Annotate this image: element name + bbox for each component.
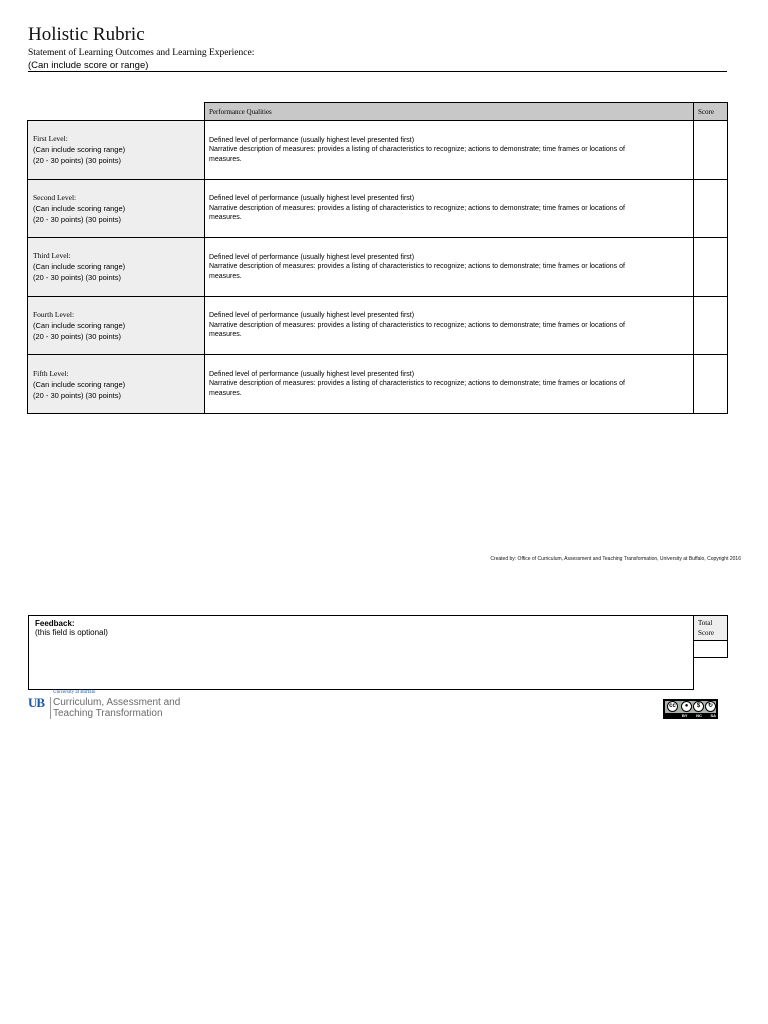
university-name: University at Buffalo (53, 690, 96, 695)
level-name: First Level: (33, 134, 68, 144)
performance-narrative: Narrative description of measures: provides a listing of characteristics to recognize; actions to demonstrate; time frames or locations of (209, 321, 625, 329)
creative-commons-icon: cc (667, 701, 678, 712)
license-sa-label: SA (710, 713, 716, 718)
performance-narrative: Narrative description of measures: provides a listing of characteristics to recognize; actions to demonstrate; time frames or locations of (209, 263, 625, 271)
header-divider (28, 71, 727, 72)
total-score-label (694, 616, 727, 641)
level-name: Fifth Level: (33, 368, 69, 378)
level-name: Fourth Level: (33, 310, 75, 320)
level-range-note: (Can include scoring range) (33, 379, 126, 389)
ub-catt-logo (28, 690, 228, 720)
feedback-label: Feedback: (35, 619, 75, 628)
performance-definition: Defined level of performance (usually highest level presented first) (209, 370, 415, 378)
performance-description-cell[interactable] (205, 238, 694, 297)
score-input-cell[interactable] (694, 238, 728, 297)
level-range-note: (Can include scoring range) (33, 321, 126, 331)
score-header: Score (694, 103, 728, 121)
level-points: (20 - 30 points) (30 points) (33, 156, 121, 166)
level-cell (28, 121, 205, 180)
rubric-table (27, 102, 728, 414)
performance-description-cell[interactable] (205, 355, 694, 414)
learning-outcomes-statement: Statement of Learning Outcomes and Learning Experience: (28, 48, 255, 58)
statement-note: (Can include score or range) (28, 60, 149, 71)
rubric-row-first-level (28, 121, 728, 180)
performance-description-cell[interactable] (205, 296, 694, 355)
blank-header-cell (28, 103, 205, 121)
department-name-line1: Curriculum, Assessment and (53, 697, 181, 708)
performance-narrative: Narrative description of measures: provides a listing of characteristics to recognize; actions to demonstrate; time frames or locations of (209, 380, 625, 388)
performance-definition: Defined level of performance (usually highest level presented first) (209, 195, 415, 203)
performance-narrative-end: measures. (209, 155, 242, 163)
feedback-optional-note: (this field is optional) (35, 628, 108, 637)
rubric-row-third-level (28, 238, 728, 297)
score-input-cell[interactable] (694, 121, 728, 180)
level-points: (20 - 30 points) (30 points) (33, 390, 121, 400)
rubric-row-second-level (28, 179, 728, 238)
performance-narrative-end: measures. (209, 331, 242, 339)
level-cell (28, 355, 205, 414)
logo-separator (50, 697, 51, 719)
rubric-row-fifth-level (28, 355, 728, 414)
rubric-row-fourth-level (28, 296, 728, 355)
performance-narrative: Narrative description of measures: provides a listing of characteristics to recognize; actions to demonstrate; time frames or locations of (209, 204, 625, 212)
level-name: Second Level: (33, 192, 77, 202)
level-cell (28, 238, 205, 297)
feedback-field[interactable] (28, 615, 694, 690)
performance-narrative-end: measures. (209, 389, 242, 397)
license-nc-label: NC (696, 713, 702, 718)
level-points: (20 - 30 points) (30 points) (33, 214, 121, 224)
page-title: Holistic Rubric (28, 24, 145, 45)
total-label-line2: Score (698, 629, 714, 637)
performance-qualities-header: Performance Qualities (205, 103, 694, 121)
performance-description-cell[interactable] (205, 121, 694, 180)
department-name-line2: Teaching Transformation (53, 708, 163, 719)
performance-definition: Defined level of performance (usually highest level presented first) (209, 253, 415, 261)
performance-definition: Defined level of performance (usually highest level presented first) (209, 136, 415, 144)
level-range-note: (Can include scoring range) (33, 145, 126, 155)
total-score-input[interactable] (694, 641, 727, 657)
level-range-note: (Can include scoring range) (33, 262, 126, 272)
total-label-line1: Total (698, 619, 713, 627)
copyright-credit: Created by: Office of Curriculum, Assessment and Teaching Transformation, University at Buffalo, Copyright 2016 (490, 556, 741, 562)
level-points: (20 - 30 points) (30 points) (33, 332, 121, 342)
rubric-header-row (28, 103, 728, 121)
level-name: Third Level: (33, 251, 71, 261)
performance-definition: Defined level of performance (usually highest level presented first) (209, 312, 415, 320)
score-input-cell[interactable] (694, 179, 728, 238)
level-cell (28, 296, 205, 355)
ub-mark-icon: UB (28, 695, 45, 710)
score-input-cell[interactable] (694, 296, 728, 355)
level-range-note: (Can include scoring range) (33, 203, 126, 213)
performance-narrative: Narrative description of measures: provides a listing of characteristics to recognize; actions to demonstrate; time frames or locations of (209, 146, 625, 154)
attribution-icon: ● (681, 701, 692, 712)
creative-commons-badge (663, 699, 718, 719)
license-by-label: BY (682, 713, 688, 718)
score-input-cell[interactable] (694, 355, 728, 414)
sharealike-icon: ↻ (705, 701, 716, 712)
level-points: (20 - 30 points) (30 points) (33, 273, 121, 283)
performance-narrative-end: measures. (209, 214, 242, 222)
performance-description-cell[interactable] (205, 179, 694, 238)
performance-narrative-end: measures. (209, 272, 242, 280)
level-cell (28, 179, 205, 238)
noncommercial-icon: $ (693, 701, 704, 712)
cc-license-labels (682, 713, 716, 718)
total-score-box (693, 615, 728, 658)
